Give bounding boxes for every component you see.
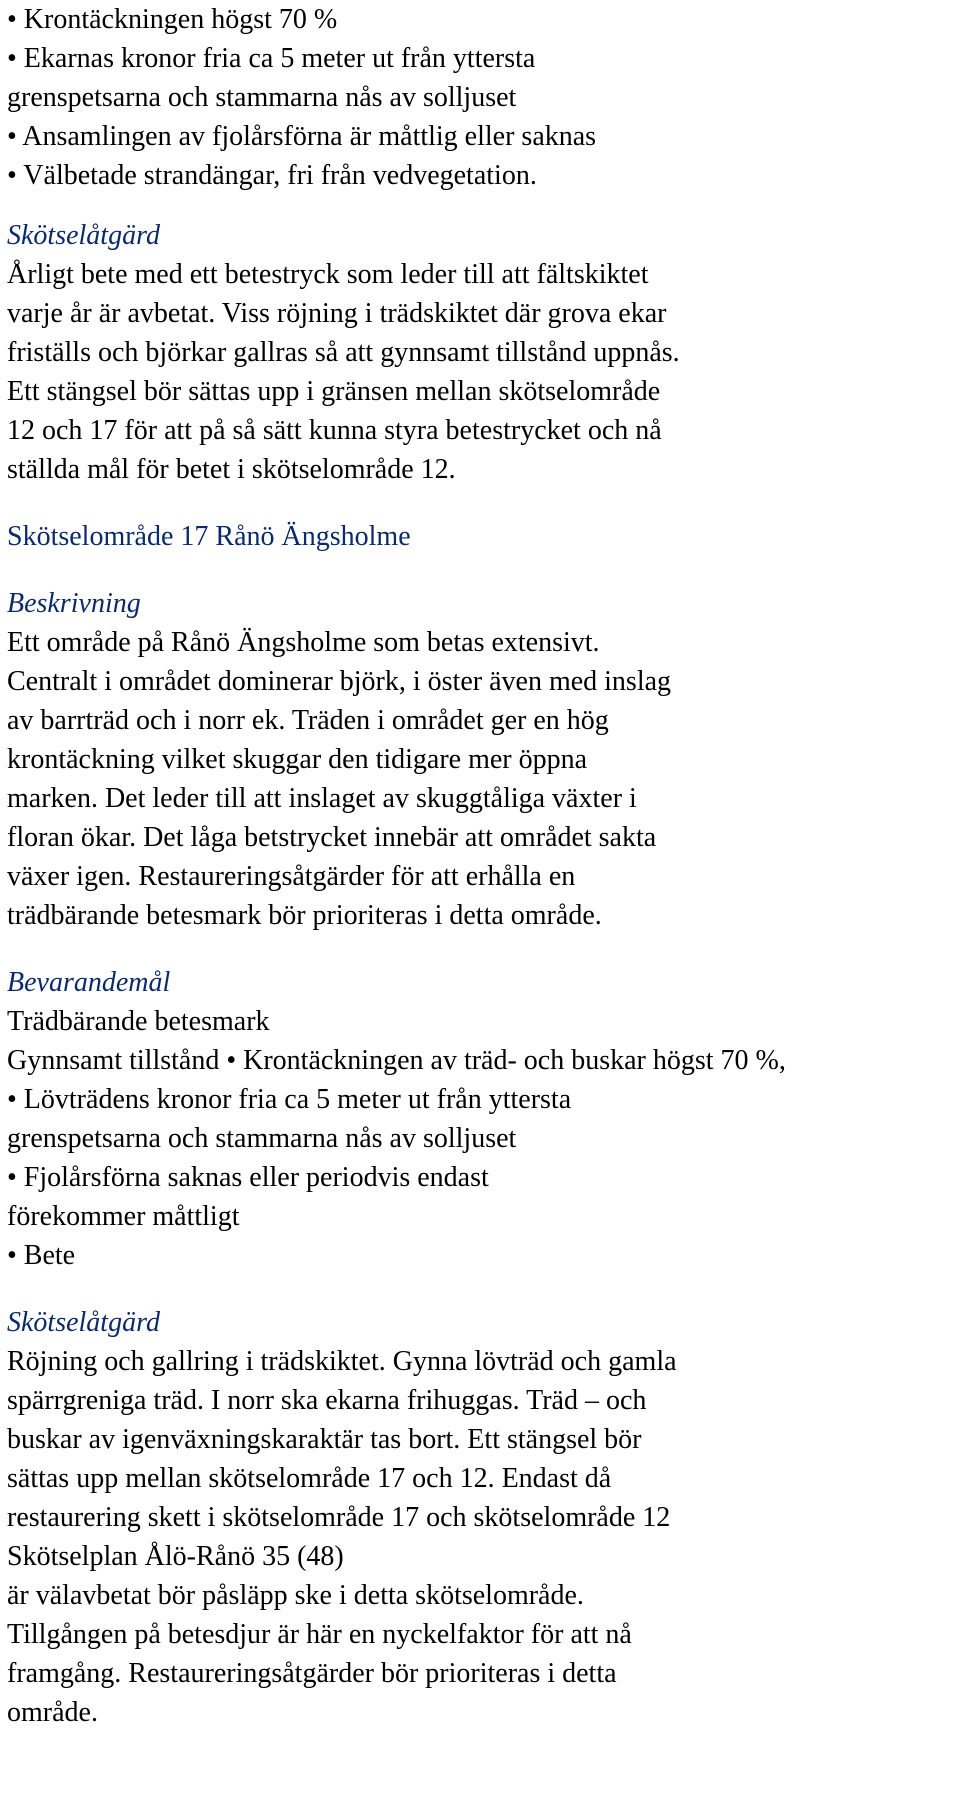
description-section (7, 584, 960, 935)
management-action-section-2 (7, 1303, 960, 1732)
section-heading: Beskrivning (7, 588, 141, 619)
area-title: Skötselområde 17 Rånö Ängsholme (7, 521, 411, 552)
list-item: • Välbetade strandängar, fri från vedvegetation. (7, 160, 537, 191)
paragraph-line: floran ökar. Det låga betstrycket innebär att området sakta (7, 822, 657, 853)
paragraph-line: marken. Det leder till att inslaget av skuggtåliga växter i (7, 783, 637, 814)
paragraph-line: restaurering skett i skötselområde 17 och skötselområde 12 (7, 1502, 671, 1533)
list-item: grenspetsarna och stammarna nås av solljuset (7, 82, 517, 113)
paragraph-line: 12 och 17 för att på så sätt kunna styra betestrycket och nå (7, 415, 662, 446)
list-item: • Lövträdens kronor fria ca 5 meter ut från yttersta (7, 1084, 572, 1115)
list-item: grenspetsarna och stammarna nås av solljuset (7, 1123, 517, 1154)
paragraph-line: spärrgreniga träd. I norr ska ekarna frihuggas. Träd – och (7, 1385, 647, 1416)
paragraph-line: varje år är avbetat. Viss röjning i trädskiktet där grova ekar (7, 298, 667, 329)
paragraph-line: område. (7, 1697, 98, 1728)
page-footer-label: Skötselplan Ålö-Rånö 35 (48) (7, 1541, 344, 1572)
goal-bullet-list (7, 0, 960, 195)
list-item: • Krontäckningen högst 70 % (7, 4, 338, 35)
paragraph-line: Centralt i området dominerar björk, i öster även med inslag (7, 666, 672, 697)
paragraph-line: Röjning och gallring i trädskiktet. Gynna lövträd och gamla (7, 1346, 677, 1377)
section-heading: Skötselåtgärd (7, 1307, 160, 1338)
list-item: • Ekarnas kronor fria ca 5 meter ut från yttersta (7, 43, 536, 74)
paragraph-line: Trädbärande betesmark (7, 1006, 270, 1037)
paragraph-line: Årligt bete med ett betestryck som leder till att fältskiktet (7, 259, 649, 290)
conservation-goal-section (7, 963, 960, 1275)
list-item: • Fjolårsförna saknas eller periodvis endast (7, 1162, 489, 1193)
paragraph-line: krontäckning vilket skuggar den tidigare mer öppna (7, 744, 588, 775)
list-item: • Ansamlingen av fjolårsförna är måttlig eller saknas (7, 121, 597, 152)
section-heading: Bevarandemål (7, 967, 171, 998)
management-action-section (7, 216, 960, 489)
list-item: • Bete (7, 1240, 76, 1271)
list-item: förekommer måttligt (7, 1201, 240, 1232)
paragraph-line: växer igen. Restaureringsåtgärder för att erhålla en (7, 861, 576, 892)
paragraph-line: Gynnsamt tillstånd • Krontäckningen av träd- och buskar högst 70 %, (7, 1045, 786, 1076)
paragraph-line: framgång. Restaureringsåtgärder bör prioriteras i detta (7, 1658, 617, 1689)
paragraph-line: trädbärande betesmark bör prioriteras i detta område. (7, 900, 602, 931)
paragraph-line: är välavbetat bör påsläpp ske i detta skötselområde. (7, 1580, 584, 1611)
paragraph-line: ställda mål för betet i skötselområde 12. (7, 454, 456, 485)
paragraph-line: Ett område på Rånö Ängsholme som betas extensivt. (7, 627, 600, 658)
paragraph-line: av barrträd och i norr ek. Träden i området ger en hög (7, 705, 609, 736)
paragraph-line: buskar av igenväxningskaraktär tas bort. Ett stängsel bör (7, 1424, 642, 1455)
paragraph-line: sättas upp mellan skötselområde 17 och 12. Endast då (7, 1463, 612, 1494)
section-heading: Skötselåtgärd (7, 220, 160, 251)
paragraph-line: Tillgången på betesdjur är här en nyckelfaktor för att nå (7, 1619, 632, 1650)
paragraph-line: Ett stängsel bör sättas upp i gränsen mellan skötselområde (7, 376, 661, 407)
paragraph-line: friställs och björkar gallras så att gynnsamt tillstånd uppnås. (7, 337, 680, 368)
